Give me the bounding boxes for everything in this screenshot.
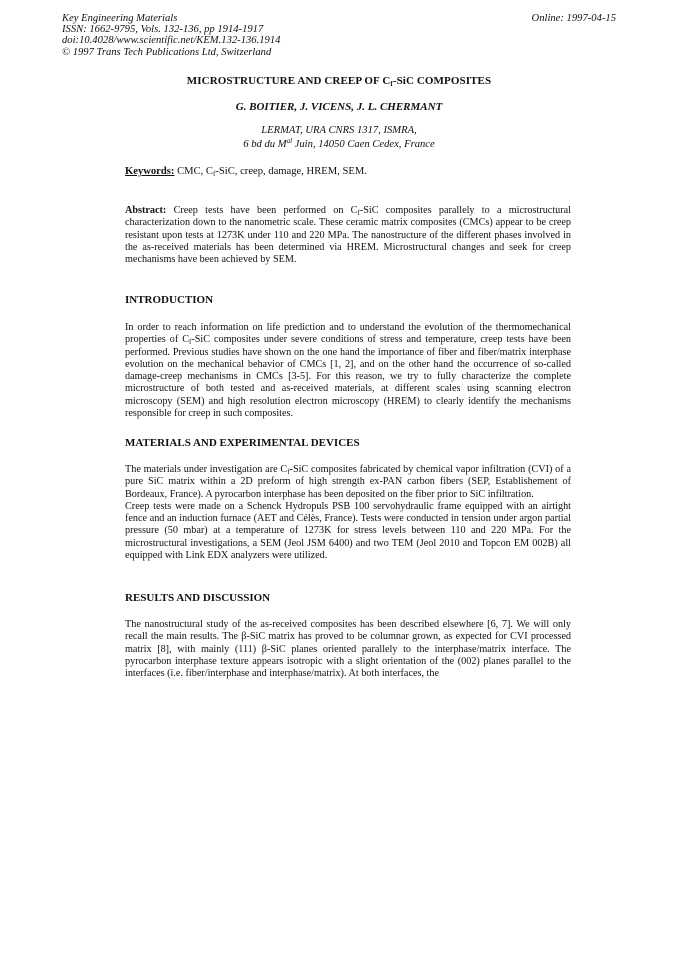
- results-section: [125, 619, 571, 680]
- affiliation-address-post: Juin, 14050 Caen Cedex, France: [292, 139, 435, 150]
- title-text-post: -SiC COMPOSITES: [392, 75, 492, 87]
- materials-subscript: f: [287, 468, 290, 476]
- materials-paragraph-2: Creep tests were made on a Schenck Hydropuls PSB 100 servohydraulic frame equipped with an airtight fence and an induction furnace (AET and Célès, France). Tests were conducted in tension under argon partial pressure (50 mbar) at a temperature of 1273K for stress levels between 110 and 220 MPa. For the microstructural investigations, a SEM (Jeol JSM 6400) and two TEM (Jeol 2010 and Topcon EM 002B) all equipped with Link EDX analyzers were utilized.: [125, 500, 571, 562]
- materials-section: [125, 464, 571, 562]
- authors: G. BOITIER, J. VICENS, J. L. CHERMANT: [235, 101, 443, 113]
- introduction-text-pre: In order to reach information on life prediction and to understand the evolution of the thermomechanical properties of C: [125, 322, 571, 346]
- issn-line: ISSN: 1662-9795, Vols. 132-136, pp 1914-1917: [62, 24, 264, 36]
- journal-name: Key Engineering Materials: [62, 13, 178, 24]
- abstract-paragraph: [125, 205, 571, 266]
- introduction-section: [125, 322, 571, 420]
- affiliation-line-2: [0, 138, 678, 152]
- materials-text-post: -SiC composites fabricated by chemical vapor infiltration (CVI) of a pure SiC matrix within a 2D preform of high strength ex-PAN carbon fibers (SEP, Establishement of Bordeaux, France). A pyrocarbon interphase has been deposited on the fiber prior to SiC infiltration.: [125, 464, 571, 500]
- keywords-text-post: -SiC, creep, damage, HREM, SEM.: [215, 166, 367, 177]
- introduction-subscript: f: [189, 338, 192, 347]
- results-heading: RESULTS AND DISCUSSION: [125, 592, 271, 604]
- keywords-label: Keywords:: [125, 166, 175, 177]
- materials-text-pre: The materials under investigation are C: [125, 464, 288, 475]
- affiliation-superscript: al: [286, 137, 293, 145]
- keywords-text-pre: CMC, C: [174, 166, 214, 177]
- title-text-pre: MICROSTRUCTURE AND CREEP OF C: [186, 75, 391, 87]
- results-paragraph: The nanostructural study of the as-received composites has been described elsewhere [6, 7]. We will only recall the main results. The β-SiC matrix has proved to be columnar grown, as expected for CVI processed matrix [8], with mainly (111) β-SiC planes oriented parallely to the interphase/matrix interface. The pyrocarbon interphase texture appears isotropic with a slight orientation of the (002) planes parallel to the interfaces (i.e. fiber/interphase and interphase/matrix). At both interfaces, the: [125, 619, 571, 680]
- introduction-heading: INTRODUCTION: [125, 294, 214, 306]
- affiliation-address-pre: 6 bd du M: [243, 139, 287, 150]
- abstract-label: Abstract:: [125, 205, 167, 216]
- copyright-line: © 1997 Trans Tech Publications Ltd, Switzerland: [62, 46, 272, 58]
- doi-line[interactable]: doi:10.4028/www.scientific.net/KEM.132-136.1914: [62, 35, 281, 47]
- paper-title: [0, 75, 678, 87]
- introduction-paragraph: [125, 322, 571, 420]
- keywords: [125, 166, 367, 177]
- journal-header: [62, 13, 280, 58]
- title-subscript: f: [390, 80, 393, 88]
- online-date: Online: 1997-04-15: [531, 13, 616, 24]
- abstract-text-post: -SiC composites parallely to a microstructural characterization down to the nanometric scale. These ceramic matrix composites (CMCs) appear to be creep resistant upon tests at 1273K under 110 and 220 MPa. The nanostructure of the different phases involved in the as-received materials has been determined via HREM. Microstructural changes and seek for creep mechanisms have been achieved by SEM.: [125, 205, 571, 266]
- materials-heading: MATERIALS AND EXPERIMENTAL DEVICES: [125, 437, 360, 449]
- affiliation: [0, 124, 678, 152]
- abstract-subscript: f: [357, 209, 360, 217]
- introduction-text-post: -SiC composites under severe conditions of stress and temperature, creep tests have been performed. Previous studies have shown on the one hand the importance of fiber and fiber/matrix interphase evolution on the mechanical behavior of CMCs [1, 2], and on the other hand the occurrence of so-called damage-creep mechanisms in CMCs [3-5]. For this reason, we try to fully characterize the complete microstructure of both tested and as-received materials, at different scales using scanning electron microscopy (SEM) and high resolution electron microscopy (HREM) to clearly identify the mechanisms responsible for creep in such composites.: [125, 334, 571, 420]
- keywords-subscript: f: [213, 170, 216, 178]
- abstract-text-pre: Creep tests have been performed on C: [166, 205, 358, 216]
- abstract: [125, 205, 571, 266]
- materials-paragraph-1: [125, 464, 571, 501]
- affiliation-line-1: LERMAT, URA CNRS 1317, ISMRA,: [261, 125, 417, 136]
